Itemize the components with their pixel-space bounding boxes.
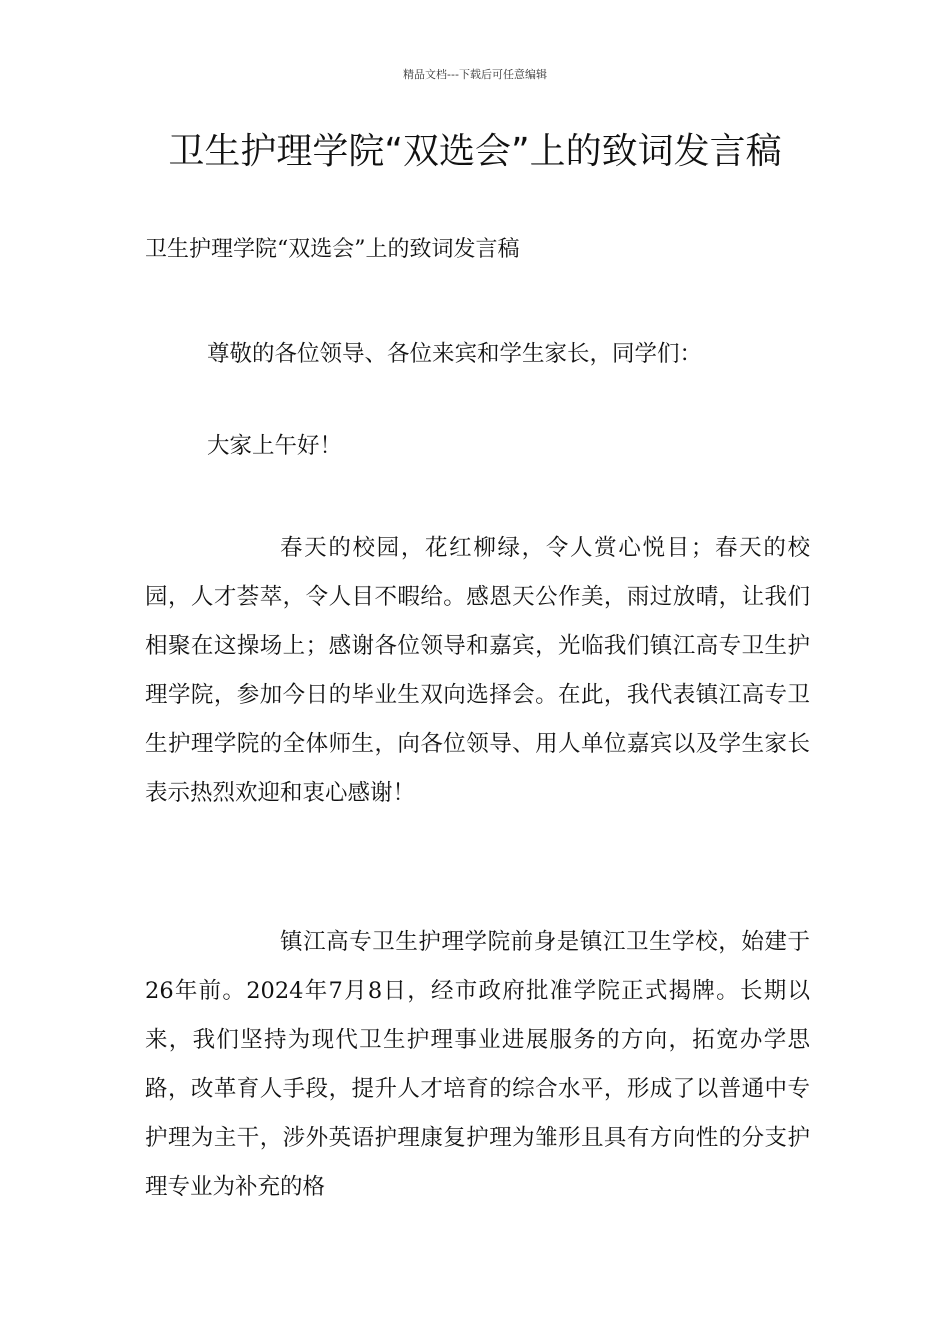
- hello-line: 大家上午好！: [207, 433, 343, 459]
- document-subtitle: 卫生护理学院“双选会”上的致词发言稿: [145, 237, 520, 262]
- document-title: 卫生护理学院“双选会”上的致词发言稿: [168, 131, 782, 172]
- body-paragraph: 春天的校园，花红柳绿，令人赏心悦目；春天的校园，人才荟萃，令人目不暇给。感恩天公作美，雨过放晴，让我们相聚在这操场上；感谢各位领导和嘉宾，光临我们镇江高专卫生护理学院，参加今日的毕业生双向选择会。在此，我代表镇江高专卫生护理学院的全体师生，向各位领导、用人单位嘉宾以及学生家长表示热烈欢迎和衷心感谢！: [145, 535, 810, 806]
- body-paragraph: 镇江高专卫生护理学院前身是镇江卫生学校，始建于 26年前。2024年7月8日，经市政府批准学院正式揭牌。长期以来，我们坚持为现代卫生护理事业进展服务的方向，拓宽办学思路，改革育人手段，提升人才培育的综合水平，形成了以普通中专护理为主干，涉外英语护理康复护理为雏形且具有方向性的分支护理专业为补充的格: [145, 929, 810, 1200]
- header-note: 精品文档---下载后可任意编辑: [403, 68, 547, 81]
- greeting-line: 尊敬的各位领导、各位来宾和学生家长，同学们：: [207, 341, 703, 367]
